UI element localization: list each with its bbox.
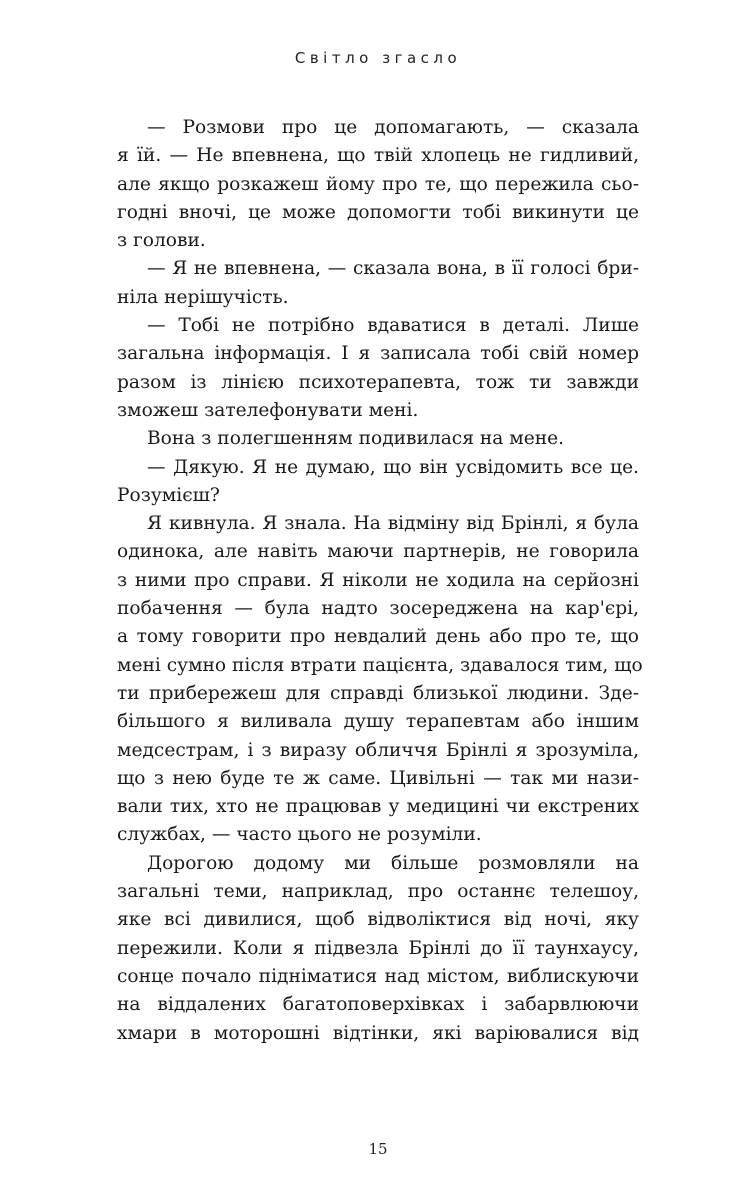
text-line: годні вночі, це може допомогти тобі викинути це	[117, 201, 639, 223]
paragraph	[117, 850, 639, 1048]
text-line: вали тих, хто не працював у медицині чи екстрених	[117, 796, 639, 818]
text-line: на віддалених багатоповерхівках і забарвлюючи	[117, 994, 639, 1016]
text-line: що з нею буде те ж саме. Цивільні — так ми нази-	[117, 767, 639, 789]
text-line: ніла нерішучість.	[117, 286, 289, 308]
paragraph	[117, 114, 639, 255]
body-text	[117, 114, 643, 1048]
text-line: ти прибережеш для справді близької людини. Зде-	[117, 682, 639, 704]
text-line: Я кивнула. Я знала. На відміну від Брінлі, я була	[147, 513, 639, 535]
text-line: з голови.	[117, 230, 206, 252]
text-line: Дорогою додому ми більше розмовляли на	[147, 852, 639, 874]
text-line: я їй. — Не впевнена, що твій хлопець не гидливий,	[117, 145, 639, 167]
paragraph	[117, 425, 639, 453]
text-line: — Я не впевнена, — сказала вона, в її голосі бри-	[147, 258, 639, 280]
paragraph	[117, 510, 643, 850]
text-line: сонце почало підніматися над містом, виблискуючи	[117, 965, 639, 987]
text-line: але якщо розкажеш йому про те, що пережила сьо-	[117, 173, 639, 195]
paragraph	[117, 312, 639, 425]
text-line: яке всі дивилися, щоб відволіктися від ночі, яку	[117, 909, 639, 931]
running-head: Світло згасло	[294, 49, 462, 67]
page-number: 15	[368, 1140, 388, 1158]
text-line: медсестрам, і з виразу обличчя Брінлі я зрозуміла,	[117, 739, 639, 761]
text-line: одинока, але навіть маючи партнерів, не говорила	[117, 541, 639, 563]
text-line: Розумієш?	[117, 484, 220, 506]
text-line: зможеш зателефонувати мені.	[117, 399, 419, 421]
text-line: — Дякую. Я не думаю, що він усвідомить все це.	[147, 456, 639, 478]
text-line: з ними про справи. Я ніколи не ходила на серйозні	[117, 569, 639, 591]
text-line: пережили. Коли я підвезла Брінлі до її таунхаусу,	[117, 937, 639, 959]
paragraph	[117, 454, 639, 511]
text-line: загальні теми, наприклад, про останнє телешоу,	[117, 881, 639, 903]
text-line: більшого я виливала душу терапевтам або іншим	[117, 711, 639, 733]
text-line: побачення — була надто зосереджена на кар'єрі,	[117, 598, 639, 620]
text-line: службах, — часто цього не розуміли.	[117, 824, 482, 846]
text-line: — Розмови про це допомагають, — сказала	[147, 117, 639, 138]
text-line: мені сумно після втрати пацієнта, здавалося тим, що	[117, 654, 643, 676]
text-line: — Тобі не потрібно вдаватися в деталі. Лише	[147, 315, 639, 337]
paragraph	[117, 255, 639, 312]
text-line: Вона з полегшенням подивилася на мене.	[147, 428, 565, 450]
text-line: хмари в моторошні відтінки, які варіювалися від	[117, 1022, 639, 1044]
text-line: загальна інформація. І я записала тобі свій номер	[117, 343, 639, 365]
text-line: а тому говорити про невдалий день або про те, що	[117, 626, 639, 648]
text-line: разом із лінією психотерапевта, тож ти завжди	[117, 371, 639, 393]
